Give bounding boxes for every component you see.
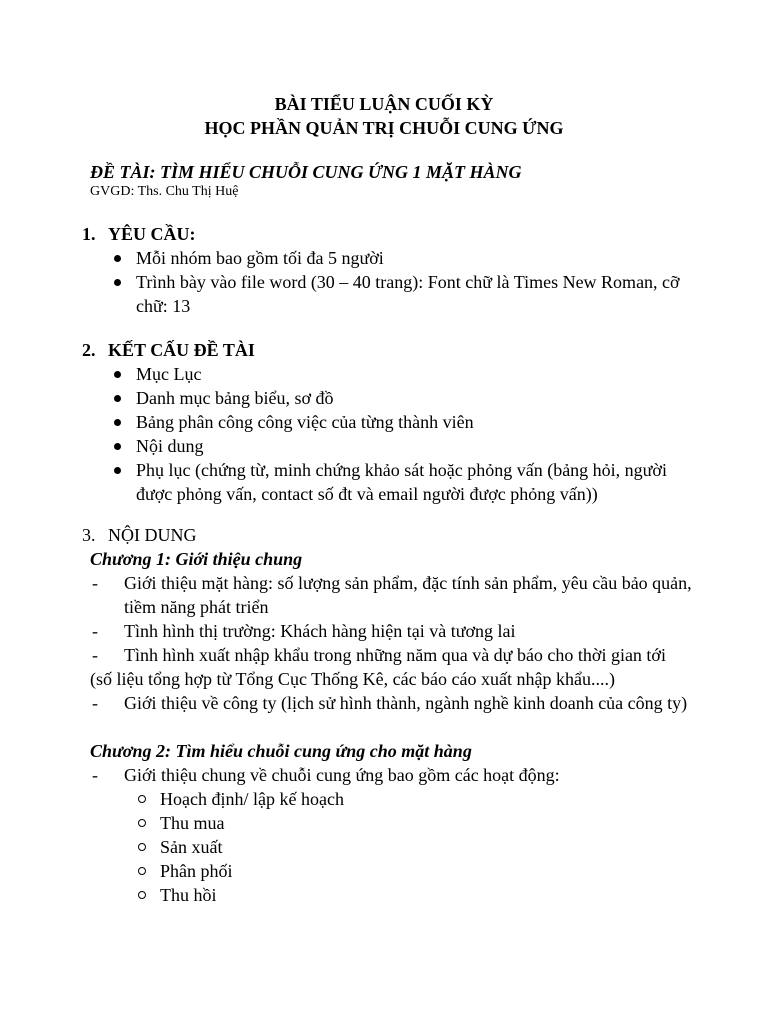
circle-bullet-icon — [138, 843, 146, 851]
circle-bullet-icon — [138, 795, 146, 803]
list-item: Danh mục bảng biểu, sơ đồ — [106, 386, 692, 410]
dash-icon: - — [92, 693, 98, 713]
dash-list — [82, 571, 692, 667]
list-item: Thu hồi — [138, 883, 692, 907]
list-item: Sản xuất — [138, 835, 692, 859]
list-item: Phụ lục (chứng từ, minh chứng khảo sát hoặc phỏng vấn (bảng hỏi, người được phỏng vấn, contact số đt và email người được phỏng vấn)) — [106, 458, 692, 506]
list-item: Phân phối — [138, 859, 692, 883]
source-note: (số liệu tổng hợp từ Tổng Cục Thống Kê, các báo cáo xuất nhập khẩu....) — [90, 669, 615, 689]
list-item: Mỗi nhóm bao gồm tối đa 5 người — [106, 246, 692, 270]
bullet-icon — [114, 279, 121, 286]
dash-icon: - — [92, 573, 98, 593]
title-line-2: HỌC PHẦN QUẢN TRỊ CHUỖI CUNG ỨNG — [204, 118, 564, 138]
bullet-icon — [114, 255, 121, 262]
section-number: 3. — [82, 525, 96, 545]
section-heading — [82, 338, 692, 362]
section-heading — [82, 523, 692, 547]
list-item: Trình bày vào file word (30 – 40 trang): Font chữ là Times New Roman, cỡ chữ: 13 — [106, 270, 692, 318]
list-item: - Giới thiệu mặt hàng: số lượng sản phẩm, đặc tính sản phẩm, yêu cầu bảo quản, tiềm năng phát triển — [92, 573, 692, 617]
section-title: YÊU CẦU: — [108, 224, 196, 244]
list-item: - Tình hình xuất nhập khẩu trong những năm qua và dự báo cho thời gian tới — [92, 645, 666, 665]
list-item: Hoạch định/ lập kế hoạch — [138, 787, 692, 811]
list-item: - Giới thiệu về công ty (lịch sử hình thành, ngành nghề kinh doanh của công ty) — [92, 693, 688, 713]
section-content — [82, 523, 692, 907]
dash-icon: - — [92, 645, 98, 665]
bullet-icon — [114, 467, 121, 474]
section-number: 2. — [82, 340, 96, 360]
chapter-2-title: Chương 2: Tìm hiểu chuỗi cung ứng cho mặt hàng — [90, 741, 472, 761]
title-line-1: BÀI TIỂU LUẬN CUỐI KỲ — [274, 94, 494, 114]
circle-bullet-icon — [138, 891, 146, 899]
list-item: - Tình hình thị trường: Khách hàng hiện tại và tương lai — [92, 621, 516, 641]
section-title: KẾT CẤU ĐỀ TÀI — [108, 340, 255, 360]
section-requirements — [82, 222, 692, 318]
bullet-icon — [114, 419, 121, 426]
lecturer-line: GVGD: Ths. Chu Thị Huệ — [90, 184, 239, 199]
bullet-icon — [114, 395, 121, 402]
list-item: Mục Lục — [106, 362, 692, 386]
chapter-1-title: Chương 1: Giới thiệu chung — [90, 549, 303, 569]
dash-list — [82, 763, 692, 787]
section-heading — [82, 222, 692, 246]
dash-icon: - — [92, 621, 98, 641]
bullet-list — [82, 246, 692, 318]
bullet-list — [82, 362, 692, 506]
document-title — [0, 92, 768, 140]
list-item: Bảng phân công công việc của từng thành viên — [106, 410, 692, 434]
bullet-icon — [114, 443, 121, 450]
section-title: NỘI DUNG — [108, 525, 197, 545]
dash-icon: - — [92, 765, 98, 785]
section-number: 1. — [82, 224, 96, 244]
bullet-icon — [114, 371, 121, 378]
dash-list — [82, 691, 692, 715]
activity-list — [82, 787, 692, 907]
circle-bullet-icon — [138, 819, 146, 827]
list-item: Nội dung — [106, 434, 692, 458]
topic-heading: ĐỀ TÀI: TÌM HIỂU CHUỖI CUNG ỨNG 1 MẶT HÀNG — [90, 162, 522, 182]
section-structure — [82, 338, 692, 506]
list-item: Thu mua — [138, 811, 692, 835]
list-item: - Giới thiệu chung về chuỗi cung ứng bao gồm các hoạt động: — [92, 765, 560, 785]
circle-bullet-icon — [138, 867, 146, 875]
